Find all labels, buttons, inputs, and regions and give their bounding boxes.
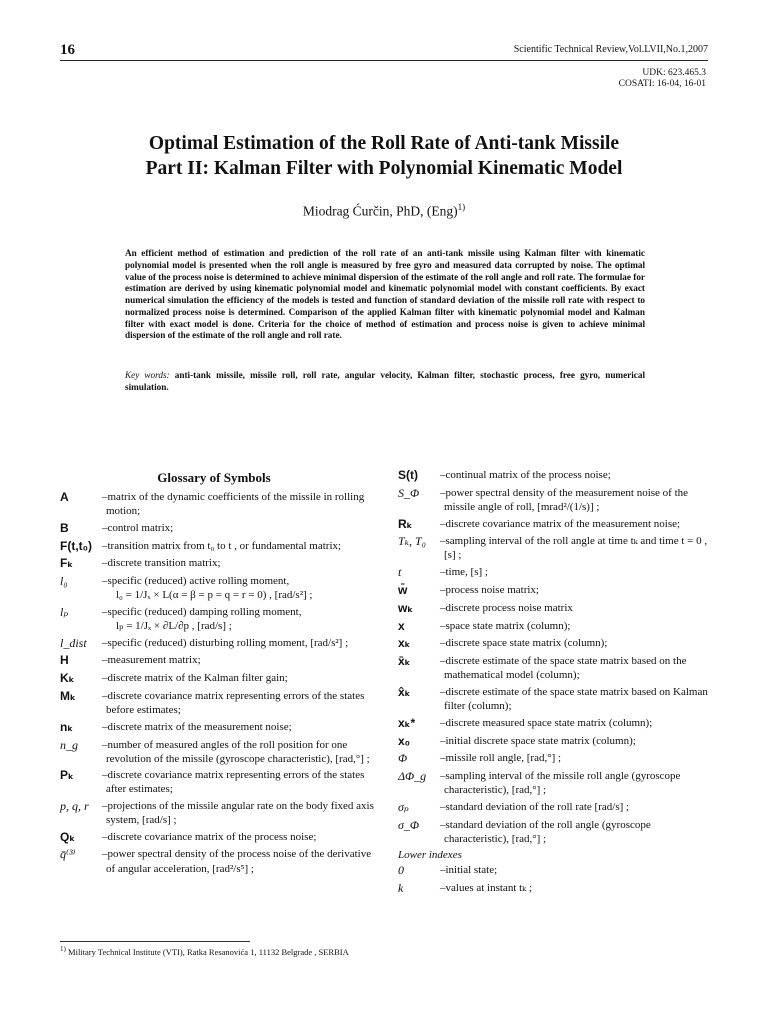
- glossary-definition-text: –discrete transition matrix;: [102, 557, 221, 570]
- glossary-definition-text: –space state matrix (column);: [440, 619, 571, 632]
- glossary-symbol: Kₖ: [60, 671, 75, 686]
- glossary-definition-text: –projections of the missile angular rate on the body fixed axis system, [rad/s] ;: [102, 799, 374, 827]
- glossary-definition-text: –initial discrete space state matrix (column);: [440, 734, 636, 747]
- glossary-definition: [102, 768, 380, 796]
- glossary-definition: [102, 653, 380, 668]
- glossary-symbol: w̄: [398, 582, 408, 597]
- glossary-symbol: σₚ: [398, 799, 409, 814]
- glossary-symbol: H: [60, 653, 69, 668]
- glossary-definition-text: –continual matrix of the process noise;: [440, 469, 611, 481]
- glossary-definition: [102, 636, 380, 651]
- glossary-definition: [440, 636, 710, 651]
- glossary-symbol: lₚ: [60, 604, 69, 619]
- glossary-symbol: Qₖ: [60, 829, 76, 844]
- glossary-definition-text: –process noise matrix;: [440, 583, 539, 596]
- glossary-definition-text: –time, [s] ;: [440, 566, 488, 579]
- glossary-definition-text: –discrete covariance matrix representing errors of the states after estimates;: [102, 769, 365, 796]
- glossary-definition-text: –discrete process noise matrix: [440, 601, 573, 614]
- glossary-entry: [60, 574, 380, 602]
- glossary-symbol: A: [60, 490, 69, 504]
- glossary-entry: [398, 716, 710, 731]
- glossary-definition-text: –discrete covariance matrix of the process noise;: [102, 830, 317, 843]
- glossary-definition: [102, 521, 380, 536]
- glossary-definition-text: –power spectral density of the process noise of the derivative of angular acceleration, [rad²/s⁵] ;: [102, 848, 372, 875]
- lower-indexes-list: [398, 863, 710, 896]
- glossary-definition-text: –specific (reduced) disturbing rolling moment, [rad/s²] ;: [102, 636, 349, 649]
- lower-indexes-label: Lower indexes: [398, 849, 462, 862]
- glossary-definition: [102, 847, 380, 875]
- glossary-symbol: xₖ: [398, 636, 411, 651]
- glossary-definition: [440, 685, 710, 713]
- glossary-entry: [398, 583, 710, 598]
- glossary-definition: [440, 734, 710, 749]
- glossary-symbol: Fₖ: [60, 556, 74, 571]
- glossary-definition-text: –power spectral density of the measurement noise of the missile angle of roll, [mrad²/(1/s)] ;: [440, 486, 689, 513]
- glossary-definition: [102, 720, 380, 735]
- glossary-symbol: x: [398, 618, 405, 633]
- glossary-entry: [398, 468, 710, 483]
- glossary-entry: [398, 517, 710, 532]
- glossary-entry: [398, 654, 710, 682]
- glossary-entry: [60, 521, 380, 536]
- glossary-entry: [398, 636, 710, 651]
- glossary-symbol: S_Φ: [398, 485, 420, 500]
- glossary-entry: [60, 689, 380, 717]
- glossary-definition-text: –specific (reduced) active rolling moment,: [102, 575, 290, 588]
- glossary-entry: [398, 534, 710, 562]
- journal-reference: Scientific Technical Review,Vol.LVII,No.1,2007: [513, 44, 708, 55]
- glossary-symbol: p, q, r: [60, 798, 89, 813]
- glossary-definition-text: –discrete space state matrix (column);: [440, 637, 608, 650]
- glossary-definition: [440, 751, 710, 766]
- glossary-definition: [102, 490, 380, 518]
- glossary-definition: [102, 830, 380, 845]
- glossary-entry: [60, 636, 380, 651]
- glossary-definition-text: –discrete estimate of the space state matrix based on the mathematical model (column);: [440, 655, 687, 682]
- glossary-definition-text: –transition matrix from t₀ to t , or fundamental matrix;: [102, 539, 342, 552]
- glossary-definition: [102, 799, 380, 827]
- glossary-definition: [440, 601, 710, 616]
- glossary-definition: [102, 689, 380, 717]
- glossary-definition-text: –missile roll angle, [rad,°] ;: [440, 752, 562, 765]
- glossary-symbol: x₀: [398, 733, 411, 748]
- glossary-definition: [440, 468, 710, 483]
- title-line-1: Optimal Estimation of the Roll Rate of Anti-tank Missile: [148, 133, 620, 154]
- page-number: 16: [60, 42, 75, 58]
- glossary-entry: [60, 556, 380, 571]
- glossary-symbol: Pₖ: [60, 768, 74, 783]
- glossary-entry: [398, 751, 710, 766]
- glossary-definition-text: –values at instant tₖ ;: [440, 882, 532, 895]
- glossary-definition-text: –discrete covariance matrix representing errors of the states before estimates;: [102, 690, 365, 717]
- glossary-definition-text: –discrete measured space state matrix (column);: [440, 716, 653, 729]
- glossary-entry: [60, 653, 380, 668]
- glossary-heading: Glossary of Symbols: [157, 470, 271, 485]
- glossary-definition: [440, 716, 710, 731]
- glossary-definition-text: –control matrix;: [102, 521, 174, 534]
- glossary-entry: [60, 671, 380, 686]
- glossary-entry: [398, 881, 710, 896]
- glossary-symbol: 0: [398, 863, 404, 878]
- title-line-2: Part II: Kalman Filter with Polynomial Kinematic Model: [145, 157, 623, 179]
- glossary-definition-text: –discrete covariance matrix of the measurement noise;: [440, 517, 681, 530]
- footnote-rule: [60, 941, 250, 942]
- glossary-entry: [60, 738, 380, 766]
- glossary-symbol: σ_Φ: [398, 817, 420, 832]
- glossary-entry: [398, 863, 710, 878]
- glossary-definition-text: –discrete estimate of the space state matrix based on Kalman filter (column);: [440, 685, 708, 713]
- glossary-entry: [398, 769, 710, 797]
- glossary-symbol: t: [398, 565, 402, 580]
- author-line: [0, 202, 768, 220]
- glossary-entry: [60, 768, 380, 796]
- glossary-definition: [102, 556, 380, 571]
- header-rule: [60, 60, 708, 61]
- glossary-definition: [440, 881, 710, 896]
- glossary-symbol: Φ: [398, 751, 408, 766]
- glossary-definition: [440, 565, 710, 580]
- glossary-definition: [440, 654, 710, 682]
- glossary-symbol: nₖ: [60, 719, 74, 734]
- glossary-entry: [398, 685, 710, 713]
- keywords: [125, 370, 645, 394]
- footnote: [60, 945, 349, 957]
- glossary-symbol: ΔΦ_g: [398, 769, 427, 784]
- glossary-definition-text: –measurement matrix;: [102, 654, 201, 667]
- glossary-definition: [102, 671, 380, 686]
- classification-codes: [619, 68, 706, 90]
- glossary-symbol: q̄⁽³⁾: [60, 847, 76, 862]
- author-footnote-mark: 1): [457, 202, 466, 212]
- glossary-entry: [60, 490, 380, 518]
- glossary-symbol: xₖ*: [398, 715, 416, 730]
- glossary-symbol: B: [60, 520, 69, 535]
- glossary-equation: lₚ = 1/Jₓ × ∂L/∂p , [rad/s] ;: [116, 619, 232, 632]
- footnote-mark: 1): [60, 945, 66, 953]
- glossary-entry: [398, 486, 710, 514]
- glossary-definition-text: –standard deviation of the roll angle (gyroscope characteristic), [rad,°] ;: [440, 818, 651, 845]
- glossary-symbol: k: [398, 881, 404, 896]
- glossary-definition: [102, 539, 380, 554]
- glossary-entry: [60, 720, 380, 735]
- glossary-left-column: [60, 490, 380, 878]
- glossary-entry: [60, 539, 380, 554]
- glossary-entry: [398, 734, 710, 749]
- glossary-definition-text: –discrete matrix of the measurement noise;: [102, 720, 292, 733]
- keywords-label: Key words:: [125, 370, 170, 380]
- glossary-right-entries: [398, 468, 710, 846]
- glossary-definition: [440, 619, 710, 634]
- glossary-definition: [440, 517, 710, 532]
- glossary-definition-text: –matrix of the dynamic coefficients of the missile in rolling motion;: [102, 491, 365, 518]
- glossary-definition-text: –specific (reduced) damping rolling moment,: [102, 605, 302, 618]
- glossary-entry: [60, 847, 380, 875]
- glossary-symbol: l₀: [60, 574, 68, 589]
- glossary-definition: [440, 818, 710, 846]
- glossary-entry: [398, 565, 710, 580]
- glossary-definition: [102, 738, 380, 766]
- glossary-entry: [398, 601, 710, 616]
- glossary-symbol: F(t,t₀): [60, 538, 93, 553]
- glossary-symbol: wₖ: [398, 600, 414, 615]
- glossary-definition: [102, 605, 380, 633]
- glossary-definition-text: –initial state;: [440, 864, 498, 877]
- glossary-definition: [102, 574, 380, 602]
- glossary-definition: [440, 486, 710, 514]
- glossary-entry: [60, 830, 380, 845]
- abstract: An efficient method of estimation and prediction of the roll rate of an anti-tank missile using Kalman filter with kinematic polynomial model is presented when the roll angle is measured by free gyro and measured data corrupted by noise. The optimal value of the process noise is determined to achieve minimal dispersion of the estimate of the roll angle and roll rate. The formulae for estimation are derived by using kinematic polynomial model and kinematic polynomial model with constant coefficients. By exact numerical simulation the efficiency of the models is tested and function of standard deviation of the missile roll rate with respect to normalized process noise is determined. Comparison of the applied Kalman filter with kinematic polynomial model and Kalman filter with exact model is done. Criteria for the choice of method of estimation and process noise is given to achieve minimal dispersion of the estimate of the roll angle and roll rate.: [125, 248, 645, 341]
- glossary-symbol: n_g: [60, 737, 78, 752]
- glossary-symbol: Rₖ: [398, 516, 413, 531]
- glossary-definition: [440, 863, 710, 878]
- glossary-symbol: x̄ₖ: [398, 654, 411, 669]
- udk-code: UDK: 623.465.3: [642, 68, 706, 78]
- glossary-symbol: x̂ₖ: [398, 684, 411, 699]
- glossary-entry: [398, 818, 710, 846]
- glossary-definition-text: –number of measured angles of the roll position for one revolution of the missile (gyroscope characteristic), [rad,°] ;: [102, 738, 370, 765]
- glossary-definition: [440, 769, 710, 797]
- glossary-definition: [440, 800, 710, 815]
- keywords-text: anti-tank missile, missile roll, roll rate, angular velocity, Kalman filter, stochastic process, free gyro, numerical simulation.: [125, 370, 646, 392]
- glossary-definition-text: –standard deviation of the roll rate [rad/s] ;: [440, 800, 630, 813]
- footnote-text: Military Technical Institute (VTI), Ratka Resanovića 1, 11132 Belgrade , SERBIA: [68, 946, 349, 957]
- glossary-definition: [440, 534, 710, 562]
- cosati-code: COSATI: 16-04, 16-01: [618, 78, 706, 89]
- glossary-symbol: S(t): [398, 468, 418, 482]
- glossary-entry: [60, 605, 380, 633]
- glossary-definition-text: –discrete matrix of the Kalman filter gain;: [102, 672, 288, 685]
- glossary-symbol: l_dist: [60, 635, 87, 650]
- glossary-entry: [398, 619, 710, 634]
- paper-title: [60, 132, 708, 182]
- glossary-equation: l₀ = 1/Jₓ × L(α = β = p = q = r = 0) , [rad/s²] ;: [116, 589, 313, 602]
- glossary-symbol: Mₖ: [60, 689, 76, 704]
- glossary-right-column: [398, 468, 710, 899]
- glossary-definition: [440, 583, 710, 598]
- glossary-definition-text: –sampling interval of the missile roll angle (gyroscope characteristic), [rad,°] ;: [440, 770, 681, 797]
- glossary-entry: [60, 799, 380, 827]
- glossary-symbol: Tₖ, T₀: [398, 534, 426, 549]
- glossary-entry: [398, 800, 710, 815]
- glossary-definition-text: –sampling interval of the roll angle at time tₖ and time t = 0 , [s] ;: [440, 535, 708, 562]
- author-name: Miodrag Ćurčin, PhD, (Eng): [302, 203, 458, 219]
